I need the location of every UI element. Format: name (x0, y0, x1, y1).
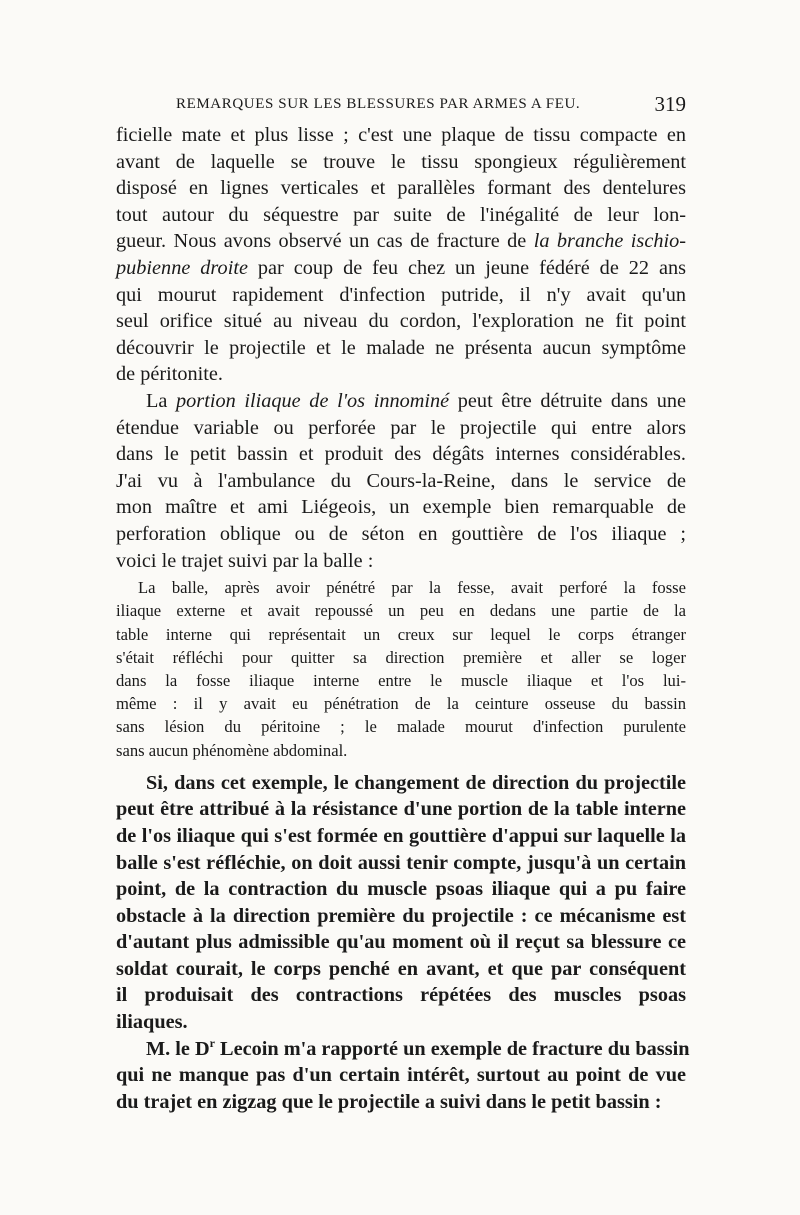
page-header (116, 94, 686, 120)
text-line: obstacle à la direction première du projectile : ce mécanisme est (116, 904, 686, 927)
text-line: sans lésion du péritoine ; le malade mourut d'infection purulente (116, 717, 686, 737)
text-segment: Lecoin m'a rapporté un exemple de fracture du bassin (214, 1037, 690, 1060)
text-line: qui ne manque pas d'un certain intérêt, surtout au point de vue (116, 1064, 686, 1087)
text-line: dans la fosse iliaque interne entre le muscle iliaque et l'os lui- (116, 670, 686, 690)
text-line: étendue variable ou perforée par le projectile qui entre alors (116, 416, 686, 439)
text-line: iliaques. (116, 1011, 188, 1034)
text-line: ficielle mate et plus lisse ; c'est une plaque de tissu compacte en (116, 124, 686, 146)
italic-term: portion iliaque de l'os innominé (176, 389, 450, 412)
text-line: tout autour du séquestre par suite de l'inégalité de leur lon- (116, 203, 686, 226)
text-line: il produisait des contractions répétées des muscles psoas (116, 984, 686, 1007)
text-segment: La (146, 389, 177, 412)
text-line: voici le trajet suivi par la balle : (116, 549, 374, 572)
text-line: du trajet en zigzag que le projectile a suivi dans le petit bassin : (116, 1090, 662, 1113)
text-line: seul orifice situé au niveau du cordon, l'exploration ne fit point (116, 310, 686, 333)
text-line (116, 388, 686, 415)
text-line: disposé en lignes verticales et parallèles formant des dentelures (116, 177, 686, 200)
text-line: soldat courait, le corps penché en avant, et que par conséquent (116, 957, 686, 980)
text-segment: par coup de feu chez un jeune fédéré de 22 ans (247, 256, 686, 279)
text-line: point, de la contraction du muscle psoas iliaque qui a pu faire (116, 878, 686, 901)
paragraph-2 (116, 388, 686, 574)
text-line: Si, dans cet exemple, le changement de direction du projectile (146, 771, 686, 794)
text-line: table interne qui représentait un creux sur lequel le corps étranger (116, 624, 686, 644)
paragraph-4 (116, 1035, 690, 1116)
text-line: de l'os iliaque qui s'est formée en gouttière d'appui sur laquelle la (116, 824, 686, 847)
text-line: dans le petit bassin et produit des dégâts internes considérables. (116, 443, 686, 466)
text-line: de péritonite. (116, 363, 224, 386)
superscript: r (209, 1035, 215, 1050)
text-line: avant de laquelle se trouve le tissu spongieux régulièrement (116, 150, 686, 173)
text-line: mon maître et ami Liégeois, un exemple bien remarquable de (116, 496, 686, 519)
text-segment: M. le D (146, 1037, 210, 1060)
italic-term: pubienne droite (116, 256, 248, 279)
text-line (116, 255, 686, 282)
text-line: même : il y avait eu pénétration de la ceinture osseuse du bassin (116, 694, 686, 714)
running-title: REMARQUES SUR LES BLESSURES PAR ARMES A FEU. (176, 96, 581, 112)
text-segment: gueur. Nous avons observé un cas de fracture de (116, 230, 534, 253)
case-quote (116, 576, 686, 762)
text-line: qui mourut rapidement d'infection putride, il n'y avait qu'un (116, 283, 686, 306)
text-line (116, 228, 686, 255)
text-line: iliaque externe et avait repoussé un peu en dedans une partie de la (116, 601, 686, 621)
text-line: d'autant plus admissible qu'au moment où il reçut sa blessure ce (116, 931, 686, 954)
text-line: peut être attribué à la résistance d'une portion de la table interne (116, 798, 686, 821)
text-line: La balle, après avoir pénétré par la fesse, avait perforé la fosse (138, 578, 686, 598)
paragraph-1 (116, 122, 686, 388)
text-line: J'ai vu à l'ambulance du Cours-la-Reine, dans le service de (116, 469, 686, 492)
text-segment: peut être détruite dans une (449, 389, 686, 412)
body-text (116, 122, 690, 1115)
text-line: découvrir le projectile et le malade ne présenta aucun symptôme (116, 336, 686, 359)
text-line (116, 1035, 690, 1063)
text-line: perforation oblique ou de séton en gouttière de l'os iliaque ; (116, 522, 686, 545)
text-line: balle s'est réfléchie, on doit aussi tenir compte, jusqu'à un certain (116, 851, 686, 874)
paragraph-3 (116, 770, 686, 1036)
text-line: s'était réfléchi pour quitter sa direction première et aller se loger (116, 647, 686, 667)
page-number: 319 (654, 92, 686, 116)
text-line: sans aucun phénomène abdominal. (116, 740, 348, 760)
italic-term: la branche ischio- (533, 230, 686, 253)
